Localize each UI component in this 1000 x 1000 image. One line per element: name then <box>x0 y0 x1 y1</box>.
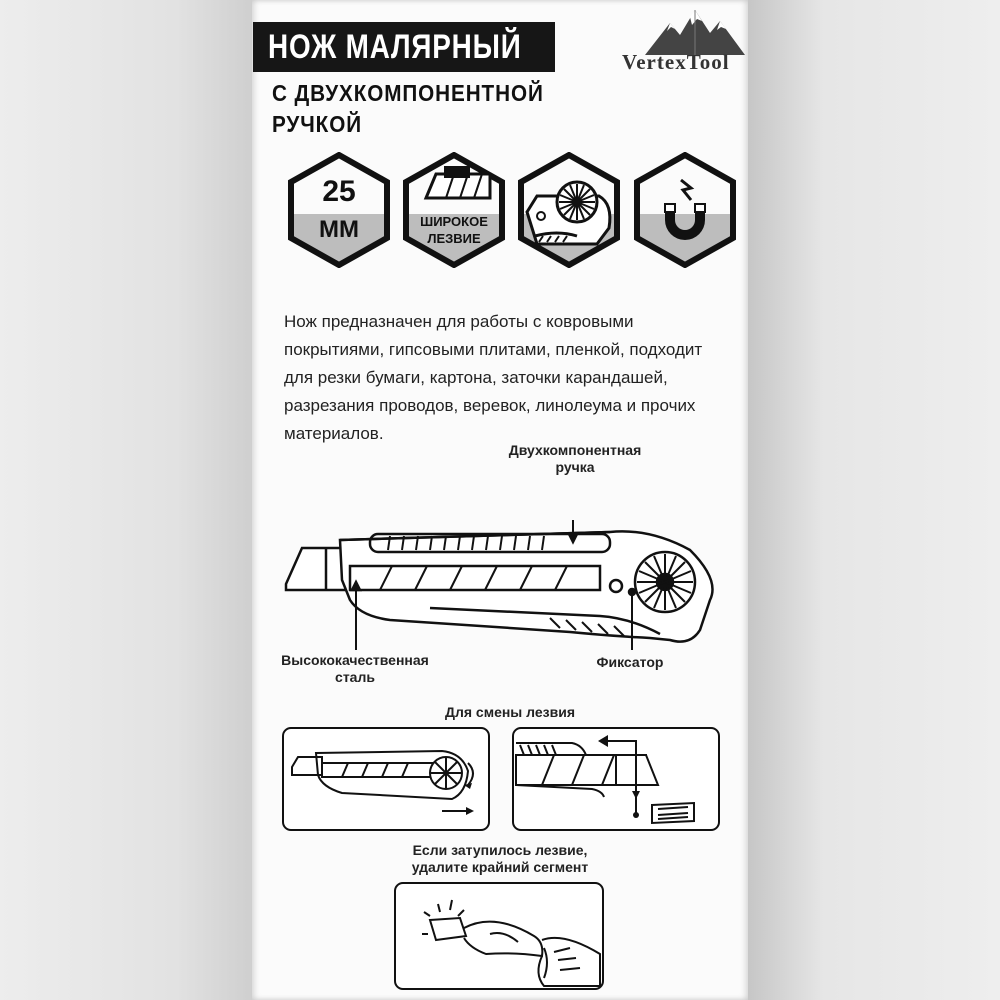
description-line-1: Нож предназначен для работы с ковровыми <box>284 312 634 331</box>
background-left <box>0 0 252 1000</box>
dull-blade-line-2: удалите крайний сегмент <box>411 859 589 875</box>
handle-label-line-1: Двухкомпонентная <box>508 442 642 458</box>
description-line-5: материалов. <box>284 424 384 443</box>
unscrew-wheel-diagram <box>282 727 492 833</box>
wide-blade-line-1: ШИРОКОЕ <box>420 214 488 229</box>
product-subtitle <box>272 78 544 140</box>
steel-label-line-1: Высококачественная <box>281 652 429 668</box>
knife-illustration <box>270 520 730 650</box>
lock-label: Фиксатор <box>596 654 664 670</box>
feature-wide-blade-hexagon <box>402 152 506 268</box>
subtitle-line-1: С ДВУХКОМПОНЕНТНОЙ <box>272 80 544 106</box>
background-right <box>748 0 1000 1000</box>
feature-magnet-hexagon <box>633 152 737 268</box>
feature-screw-lock-hexagon <box>517 152 621 268</box>
handle-label <box>500 442 650 476</box>
blade-change-title: Для смены лезвия <box>445 704 575 720</box>
remove-blade-diagram <box>512 727 722 833</box>
product-title: НОЖ МАЛЯРНЫЙ <box>268 28 522 66</box>
subtitle-line-2: РУЧКОЙ <box>272 111 362 137</box>
description-line-2: покрытиями, гипсовыми плитами, пленкой, подходит <box>284 340 703 359</box>
dull-blade-line-1: Если затупилось лезвие, <box>412 842 588 858</box>
size-value: 25 <box>322 175 356 208</box>
brand-name: VertexTool <box>622 50 730 74</box>
steel-label-line-2: сталь <box>335 669 375 685</box>
wide-blade-line-2: ЛЕЗВИЕ <box>427 231 481 246</box>
magnet-icon <box>665 180 705 240</box>
description-line-3: для резки бумаги, картона, заточки карандашей, <box>284 368 668 387</box>
break-segment-diagram <box>394 882 606 990</box>
description-line-4: разрезания проводов, веревок, линолеума и прочих <box>284 396 696 415</box>
dull-blade-instructions <box>390 842 610 876</box>
size-unit: ММ <box>319 216 359 243</box>
steel-label <box>280 652 430 686</box>
feature-size-hexagon <box>287 152 391 268</box>
screw-lock-icon <box>527 182 610 244</box>
handle-label-line-2: ручка <box>555 459 595 475</box>
product-description <box>284 308 754 448</box>
